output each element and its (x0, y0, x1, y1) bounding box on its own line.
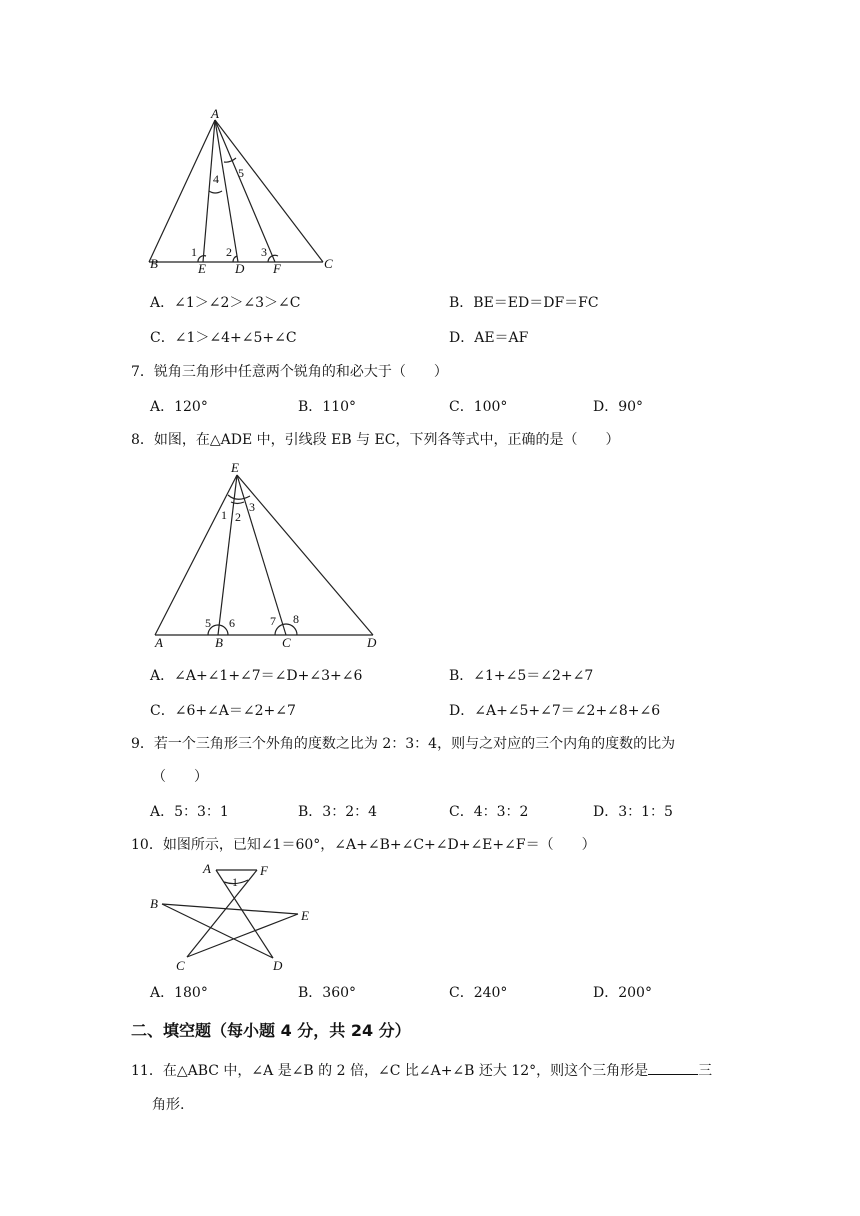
label-E: E (231, 460, 239, 475)
figure-q6 (140, 105, 350, 280)
q8-option-c: C．∠6+∠A＝∠2+∠7 (150, 703, 296, 719)
angle-label-1: 1 (191, 245, 197, 259)
q7-option-c: C．100° (449, 399, 508, 415)
label-A: A (203, 861, 211, 876)
q9-option-b: B．3：2：4 (298, 804, 378, 820)
angle-label-3: 3 (249, 500, 255, 514)
angle-label-4: 4 (213, 172, 219, 186)
label-D: D (273, 958, 283, 973)
q7-text: 7．锐角三角形中任意两个锐角的和必大于（ ） (131, 364, 448, 380)
q10-text: 10．如图所示，已知∠1＝60°，∠A+∠B+∠C+∠D+∠E+∠F＝（ ） (131, 837, 596, 853)
angle-label-3: 3 (261, 245, 267, 259)
q11-text-line2: 角形. (152, 1097, 185, 1113)
q6-option-d: D．AE＝AF (449, 330, 529, 346)
label-C: C (176, 958, 185, 973)
angle-label-6: 6 (229, 616, 235, 630)
label-E: E (301, 908, 309, 923)
q9-option-a: A．5：3：1 (150, 804, 229, 820)
q8-text: 8．如图，在△ADE 中，引线段 EB 与 EC，下列各等式中，正确的是（ ） (131, 432, 620, 448)
q11-text (131, 1060, 712, 1080)
label-E: E (198, 261, 206, 276)
q10-option-a: A．180° (150, 985, 208, 1001)
figure-q8 (145, 457, 395, 655)
q10-option-c: C．240° (449, 985, 508, 1001)
angle-label-2: 2 (235, 510, 241, 524)
figure-q10 (140, 858, 330, 973)
q10-option-d: D．200° (593, 985, 652, 1001)
q6-option-c: C．∠1＞∠4+∠5+∠C (150, 330, 297, 346)
q7-option-b: B．110° (298, 399, 357, 415)
label-B: B (215, 635, 223, 650)
angle-label-7: 7 (270, 614, 276, 628)
label-C: C (282, 635, 291, 650)
angle-label-1: 1 (232, 875, 238, 889)
label-A: A (211, 106, 219, 121)
q9-text-paren: （ ） (152, 769, 208, 785)
section-heading: 二、填空题（每小题 4 分，共 24 分） (131, 1021, 411, 1040)
angle-label-8: 8 (293, 612, 299, 626)
angle-label-5: 5 (238, 166, 244, 180)
q8-option-d: D．∠A+∠5+∠7＝∠2+∠8+∠6 (449, 703, 661, 719)
q10-option-b: B．360° (298, 985, 357, 1001)
label-A: A (155, 635, 163, 650)
label-F: F (260, 863, 268, 878)
label-B: B (150, 896, 158, 911)
label-F: F (273, 261, 281, 276)
q7-option-d: D．90° (593, 399, 644, 415)
q6-option-b: B．BE＝ED＝DF＝FC (449, 295, 599, 311)
label-D: D (367, 635, 377, 650)
angle-label-2: 2 (226, 245, 232, 259)
q11-text-after: 三 (698, 1063, 713, 1079)
q11-answer-blank (648, 1062, 698, 1075)
label-C: C (324, 256, 333, 271)
angle-label-1: 1 (221, 508, 227, 522)
q7-option-a: A．120° (150, 399, 208, 415)
q8-option-a: A．∠A+∠1+∠7＝∠D+∠3+∠6 (150, 668, 363, 684)
q9-option-d: D．3：1：5 (593, 804, 673, 820)
q9-option-c: C．4：3：2 (449, 804, 529, 820)
q8-option-b: B．∠1+∠5＝∠2+∠7 (449, 668, 594, 684)
q6-option-a: A．∠1＞∠2＞∠3＞∠C (150, 295, 301, 311)
angle-label-5: 5 (205, 616, 211, 630)
q9-text: 9．若一个三角形三个外角的度数之比为 2：3：4，则与之对应的三个内角的度数的比为 (131, 736, 676, 752)
label-D: D (235, 261, 245, 276)
label-B: B (150, 256, 158, 271)
q11-text-before: 11．在△ABC 中，∠A 是∠B 的 2 倍，∠C 比∠A+∠B 还大 12°，则这个三角形是 (131, 1063, 649, 1079)
